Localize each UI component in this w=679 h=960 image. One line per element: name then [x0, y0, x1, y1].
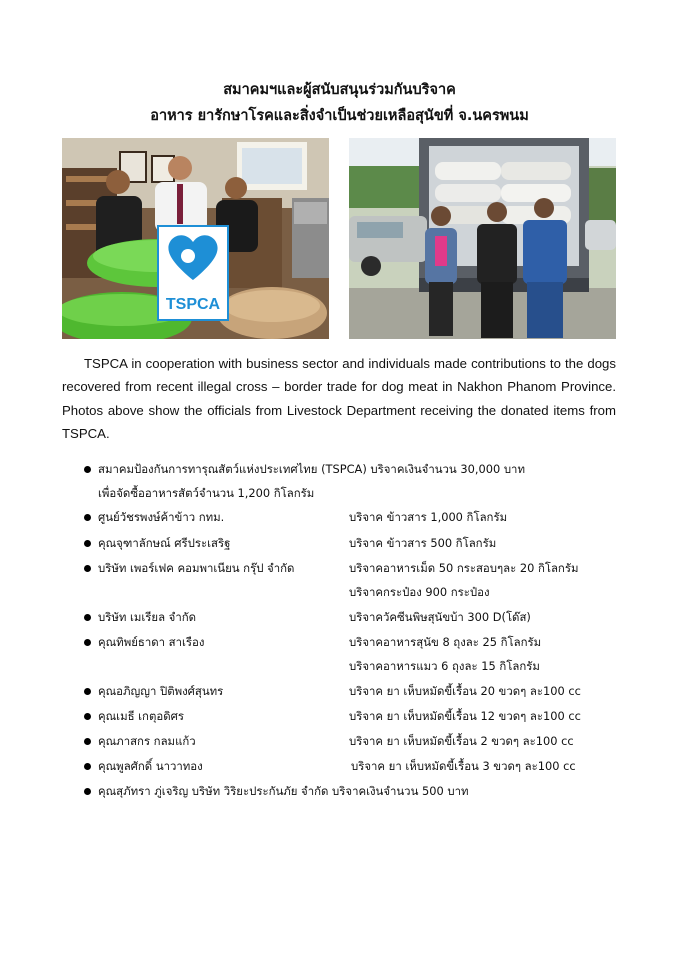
donor-name: คุณพูลศักดิ์ นาวาทอง — [98, 759, 203, 773]
donation-detail: บริจาควัคซีนพิษสุนัขบ้า 300 D(โด๊ส) — [349, 610, 531, 624]
donation-detail: บริจาค ยา เห็บหมัดขี้เรื้อน 3 ขวดๆ ละ100 cc — [351, 759, 576, 773]
bullet-icon — [84, 540, 91, 547]
list-item — [84, 754, 624, 779]
list-item-continuation — [84, 481, 624, 505]
donor-name: ศูนย์วัชรพงษ์ค้าข้าว กทม. — [98, 510, 225, 524]
photo-office-donation — [62, 138, 329, 339]
list-item — [84, 779, 624, 803]
donation-detail: บริจาค ยา เห็บหมัดขี้เรื้อน 2 ขวดๆ ละ100 cc — [349, 734, 574, 748]
donor-text: สมาคมป้องกันการทารุณสัตว์แห่งประเทศไทย (TSPCA) บริจาคเงินจำนวน 30,000 บาท — [98, 462, 525, 476]
photo-truck-delivery — [349, 138, 616, 339]
bullet-icon — [84, 514, 91, 521]
donation-detail: บริจาคกระป๋อง 900 กระป๋อง — [349, 585, 490, 599]
donation-detail: บริจาคอาหารแมว 6 ถุงละ 15 กิโลกรัม — [349, 659, 540, 673]
list-item — [84, 630, 624, 654]
donor-text-continued: เพื่อจัดซื้ออาหารสัตว์จำนวน 1,200 กิโลกรัม — [98, 486, 315, 500]
donation-detail: บริจาค ข้าวสาร 500 กิโลกรัม — [349, 536, 497, 550]
list-item — [84, 729, 624, 754]
intro-text: TSPCA in cooperation with business sector and individuals made contributions to the dogs recovered from recent illegal cross – border trade for dog meat in Nakhon Phanom Province. Photos above show the officials from Livestock Department receiving the donated items from TSPCA. — [62, 356, 616, 442]
bullet-icon — [84, 713, 91, 720]
office-scene-illustration — [62, 138, 329, 339]
bullet-icon — [84, 688, 91, 695]
list-item — [84, 505, 624, 531]
list-item-continuation — [84, 654, 624, 679]
list-item — [84, 605, 624, 630]
truck-scene-illustration — [349, 138, 616, 339]
donor-name: บริษัท เมเรียล จำกัด — [98, 610, 197, 624]
list-item — [84, 704, 624, 729]
donation-detail: บริจาค ยา เห็บหมัดขี้เรื้อน 12 ขวดๆ ละ100 cc — [349, 709, 581, 723]
donor-name: คุณภาสกร กลมแก้ว — [98, 734, 196, 748]
bullet-icon — [84, 614, 91, 621]
donor-name: คุณทิพย์ธาดา สาเรือง — [98, 635, 205, 649]
donor-list — [84, 457, 624, 803]
donor-name: คุณจุฑาลักษณ์ ศรีประเสริฐ — [98, 536, 231, 550]
list-item-continuation — [84, 580, 624, 605]
tspca-sign-label: TSPCA — [165, 296, 221, 313]
donor-name: คุณอภิญญา ปิติพงศ์สุนทร — [98, 684, 224, 698]
bullet-icon — [84, 565, 91, 572]
donation-detail: บริจาคอาหารสุนัข 8 ถุงละ 25 กิโลกรัม — [349, 635, 542, 649]
bullet-icon — [84, 788, 91, 795]
donation-detail: บริจาค ข้าวสาร 1,000 กิโลกรัม — [349, 510, 508, 524]
list-item — [84, 556, 624, 580]
bullet-icon — [84, 466, 91, 473]
page-title-line-1: สมาคมฯและผู้สนับสนุนร่วมกันบริจาค — [223, 82, 456, 98]
donation-detail: บริจาคอาหารเม็ด 50 กระสอบๆละ 20 กิโลกรัม — [349, 561, 579, 575]
donor-text: คุณสุภัทรา ภู่เจริญ บริษัท วิริยะประกันภัย จำกัด บริจาคเงินจำนวน 500 บาท — [98, 784, 469, 798]
donation-detail: บริจาค ยา เห็บหมัดขี้เรื้อน 20 ขวดๆ ละ100 cc — [349, 684, 581, 698]
list-item — [84, 679, 624, 704]
donor-name: บริษัท เพอร์เฟค คอมพาเนียน กรุ๊ป จำกัด — [98, 561, 295, 575]
page-title-line-2: อาหาร ยารักษาโรคและสิ่งจำเป็นช่วยเหลือสุนัขที่ จ.นครพนม — [150, 108, 529, 124]
bullet-icon — [84, 738, 91, 745]
bullet-icon — [84, 639, 91, 646]
donor-name: คุณเมธี เกตุอดิศร — [98, 709, 184, 723]
bullet-icon — [84, 763, 91, 770]
list-item — [84, 531, 624, 556]
intro-paragraph — [62, 352, 616, 446]
list-item — [84, 457, 624, 481]
